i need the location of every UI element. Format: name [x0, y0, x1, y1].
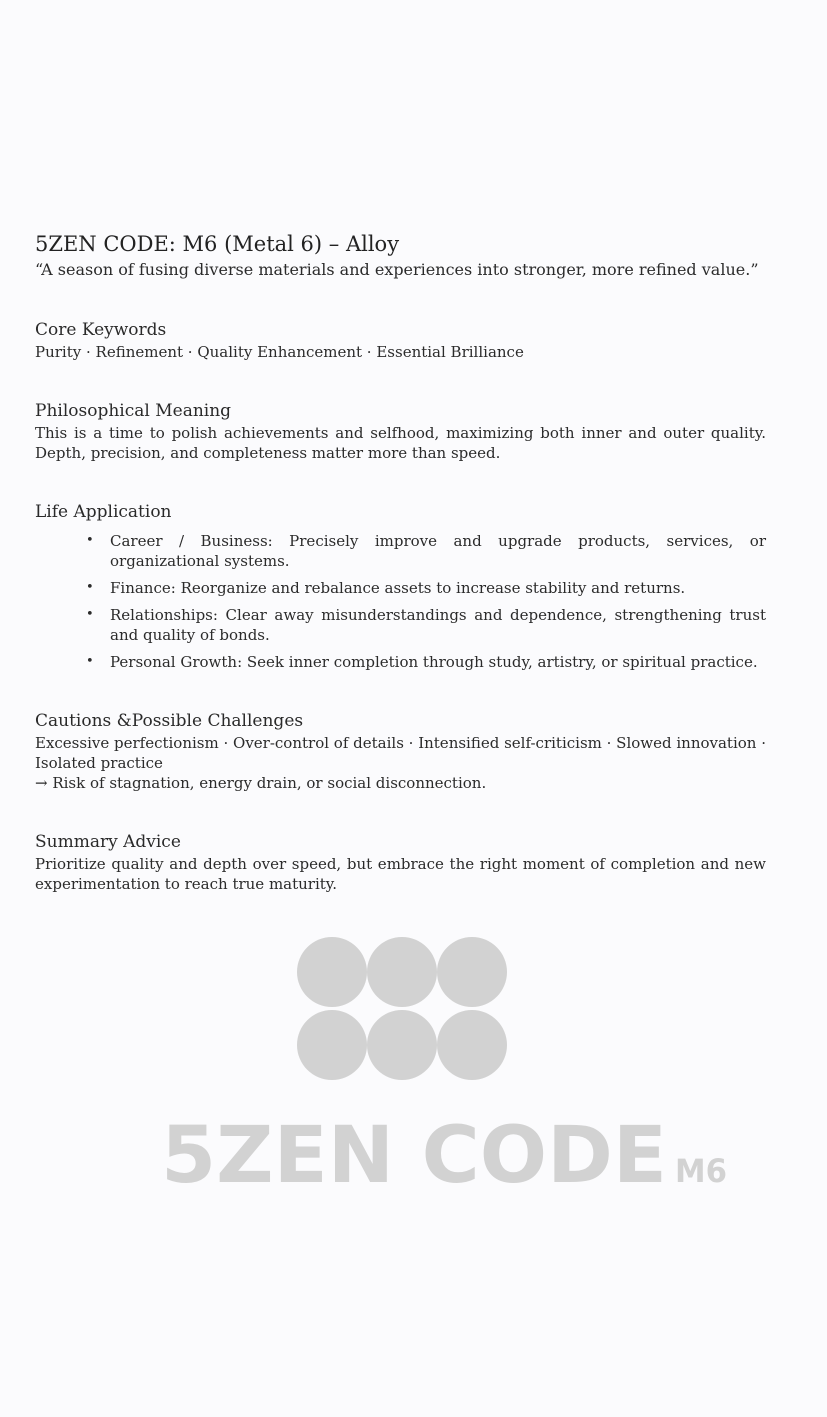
- summary-advice-text: Prioritize quality and depth over speed, but embrace the right moment of completion and new experimentation to reach true maturity.: [35, 855, 766, 893]
- list-item-text: Finance: Reorganize and rebalance assets to increase stability and returns.: [110, 579, 686, 597]
- logo-code: M6: [675, 1152, 727, 1190]
- logo-circle: [367, 937, 437, 1007]
- bullet-icon: •: [86, 580, 94, 595]
- list-item: [86, 578, 766, 598]
- logo-wordmark: 5ZEN CODE: [161, 1111, 667, 1201]
- list-item: [86, 605, 766, 645]
- logo-circle: [367, 1010, 437, 1080]
- section-life-application: [35, 501, 766, 672]
- list-item-text: Relationships: Clear away misunderstandings and dependence, strengthening trust and quality of bonds.: [110, 606, 766, 644]
- logo-circles-icon: [297, 937, 507, 1080]
- list-item-text: Personal Growth: Seek inner completion through study, artistry, or spiritual practice.: [110, 653, 758, 671]
- section-heading-philosophical-meaning: Philosophical Meaning: [35, 401, 232, 421]
- core-keywords-text: Purity · Refinement · Quality Enhancement · Essential Brilliance: [35, 343, 524, 361]
- life-application-list: [35, 531, 766, 672]
- logo-circle: [297, 937, 367, 1007]
- logo-circle: [297, 1010, 367, 1080]
- bullet-icon: •: [86, 654, 94, 669]
- bullet-icon: •: [86, 607, 94, 622]
- document-title: 5ZEN CODE: M6 (Metal 6) – Alloy: [35, 232, 400, 256]
- section-heading-core-keywords: Core Keywords: [35, 320, 167, 340]
- cautions-risk-text: → Risk of stagnation, energy drain, or social disconnection.: [35, 774, 487, 792]
- tagline-quote: “A season of fusing diverse materials and experiences into stronger, more refined value.”: [35, 260, 759, 279]
- section-philosophical-meaning: [35, 400, 766, 463]
- section-heading-cautions: Cautions &Possible Challenges: [35, 711, 304, 731]
- logo-circle: [437, 937, 507, 1007]
- philosophical-meaning-text: This is a time to polish achievements and selfhood, maximizing both inner and outer quality. Depth, precision, and completeness matter more than speed.: [35, 424, 766, 462]
- section-summary-advice: [35, 831, 766, 894]
- section-heading-life-application: Life Application: [35, 502, 172, 522]
- list-item: [86, 652, 766, 672]
- list-item: [86, 531, 766, 571]
- section-cautions: [35, 710, 766, 793]
- section-core-keywords: [35, 319, 766, 362]
- list-item-text: Career / Business: Precisely improve and upgrade products, services, or organizational systems.: [110, 532, 766, 570]
- section-heading-summary-advice: Summary Advice: [35, 832, 181, 852]
- logo-circle: [437, 1010, 507, 1080]
- document: [35, 230, 766, 894]
- cautions-text: Excessive perfectionism · Over-control of details · Intensified self-criticism · Slowed innovation · Isolated practice: [35, 734, 766, 772]
- bullet-icon: •: [86, 533, 94, 548]
